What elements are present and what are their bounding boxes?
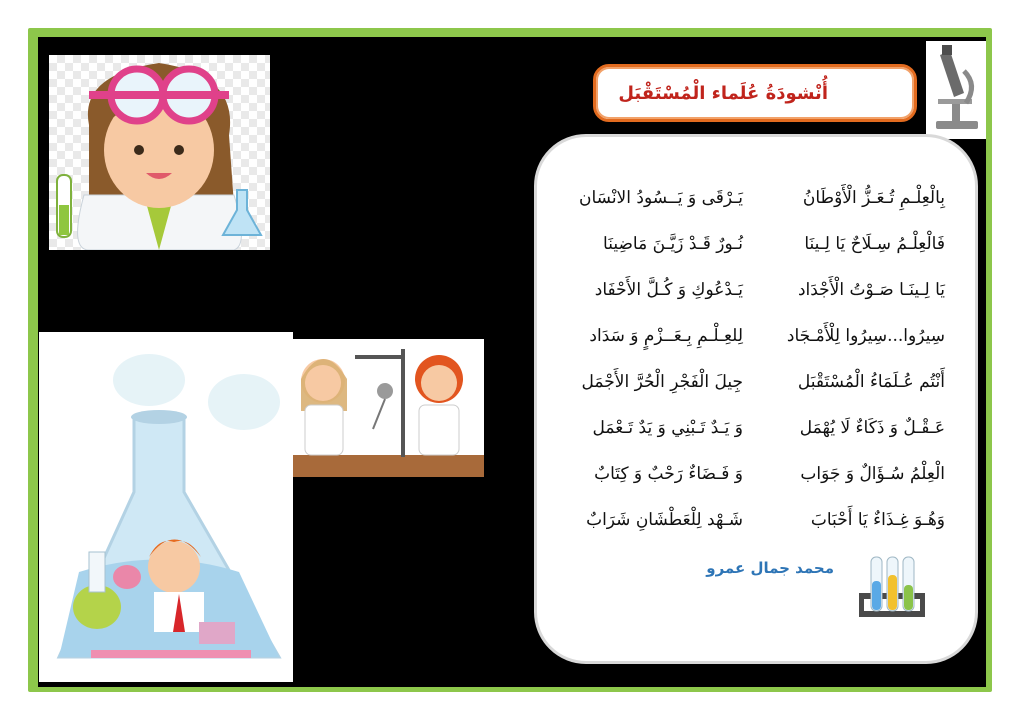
flask-boy-illustration bbox=[39, 332, 293, 682]
lab-girls-illustration bbox=[293, 339, 484, 477]
poem-line-7-right: الْعِلْمُ سُـؤَالٌ وَ جَوَاب bbox=[800, 464, 945, 484]
poem-line-8-right: وَهُـوَ غِـذَاءٌ يَا أَحْبَابَ bbox=[810, 510, 945, 530]
poem-line-8-left: شَـهْد لِلْعَطْشَانِ شَرَابٌ bbox=[586, 510, 743, 530]
poem-line-5-left: جِيلَ الْفَجْرِ الْحُرَّ الأَجْمَل bbox=[581, 372, 743, 392]
poem-line-5-right: أَنْتُم عُـلَمَاءُ الْمُسْتَقْبَل bbox=[797, 372, 945, 392]
poem-line-3-left: يَـدْعُوكِ وَ كُـلَّ الأَحْفَاد bbox=[594, 280, 743, 300]
poem-line-2-left: نُـورٌ قَـدْ زَيَّـنَ مَاضِينَا bbox=[603, 234, 743, 254]
poem-line-1-right: بِالْعِلْـمِ تُـعَـزُّ الْأَوْطَانُ bbox=[802, 188, 945, 208]
poem-line-6-left: وَ يَـدٌ تَـبْنِي وَ يَدٌ تَـعْمَل bbox=[592, 418, 743, 438]
microscope-icon bbox=[926, 41, 986, 139]
poem-line-2-right: فَالْعِلْـمُ سِـلَاحٌ يَا لِـينَا bbox=[804, 234, 945, 254]
poem-box bbox=[534, 134, 978, 664]
girl-scientist-illustration bbox=[49, 55, 270, 250]
test-tubes-icon bbox=[855, 555, 929, 623]
poem-line-7-left: وَ فَـضَاءٌ رَحْبٌ وَ كِتَابٌ bbox=[594, 464, 743, 484]
poem-author: محمد جمال عمرو bbox=[706, 559, 834, 577]
poem-line-4-left: لِلعِـلْـمِ بِـعَــزْمٍ وَ سَدَاد bbox=[589, 326, 743, 346]
poem-line-4-right: سِيرُوا...سِيرُوا لِلْأَمْـجَاد bbox=[786, 326, 945, 346]
poem-title: أُنْشودَةُ عُلَماء الْمُسْتَقْبَل bbox=[618, 83, 828, 104]
poem-line-6-right: عَـقْـلٌ وَ ذَكَاءٌ لَا يُهْمَل bbox=[799, 418, 945, 438]
title-box bbox=[593, 64, 917, 122]
poem-line-1-left: يَـرْقَى وَ يَــسُودُ الانْسَان bbox=[579, 188, 743, 208]
poem-line-3-right: يَا لِـينَـا صَـوْتُ الْأَجْدَاد bbox=[797, 280, 945, 300]
